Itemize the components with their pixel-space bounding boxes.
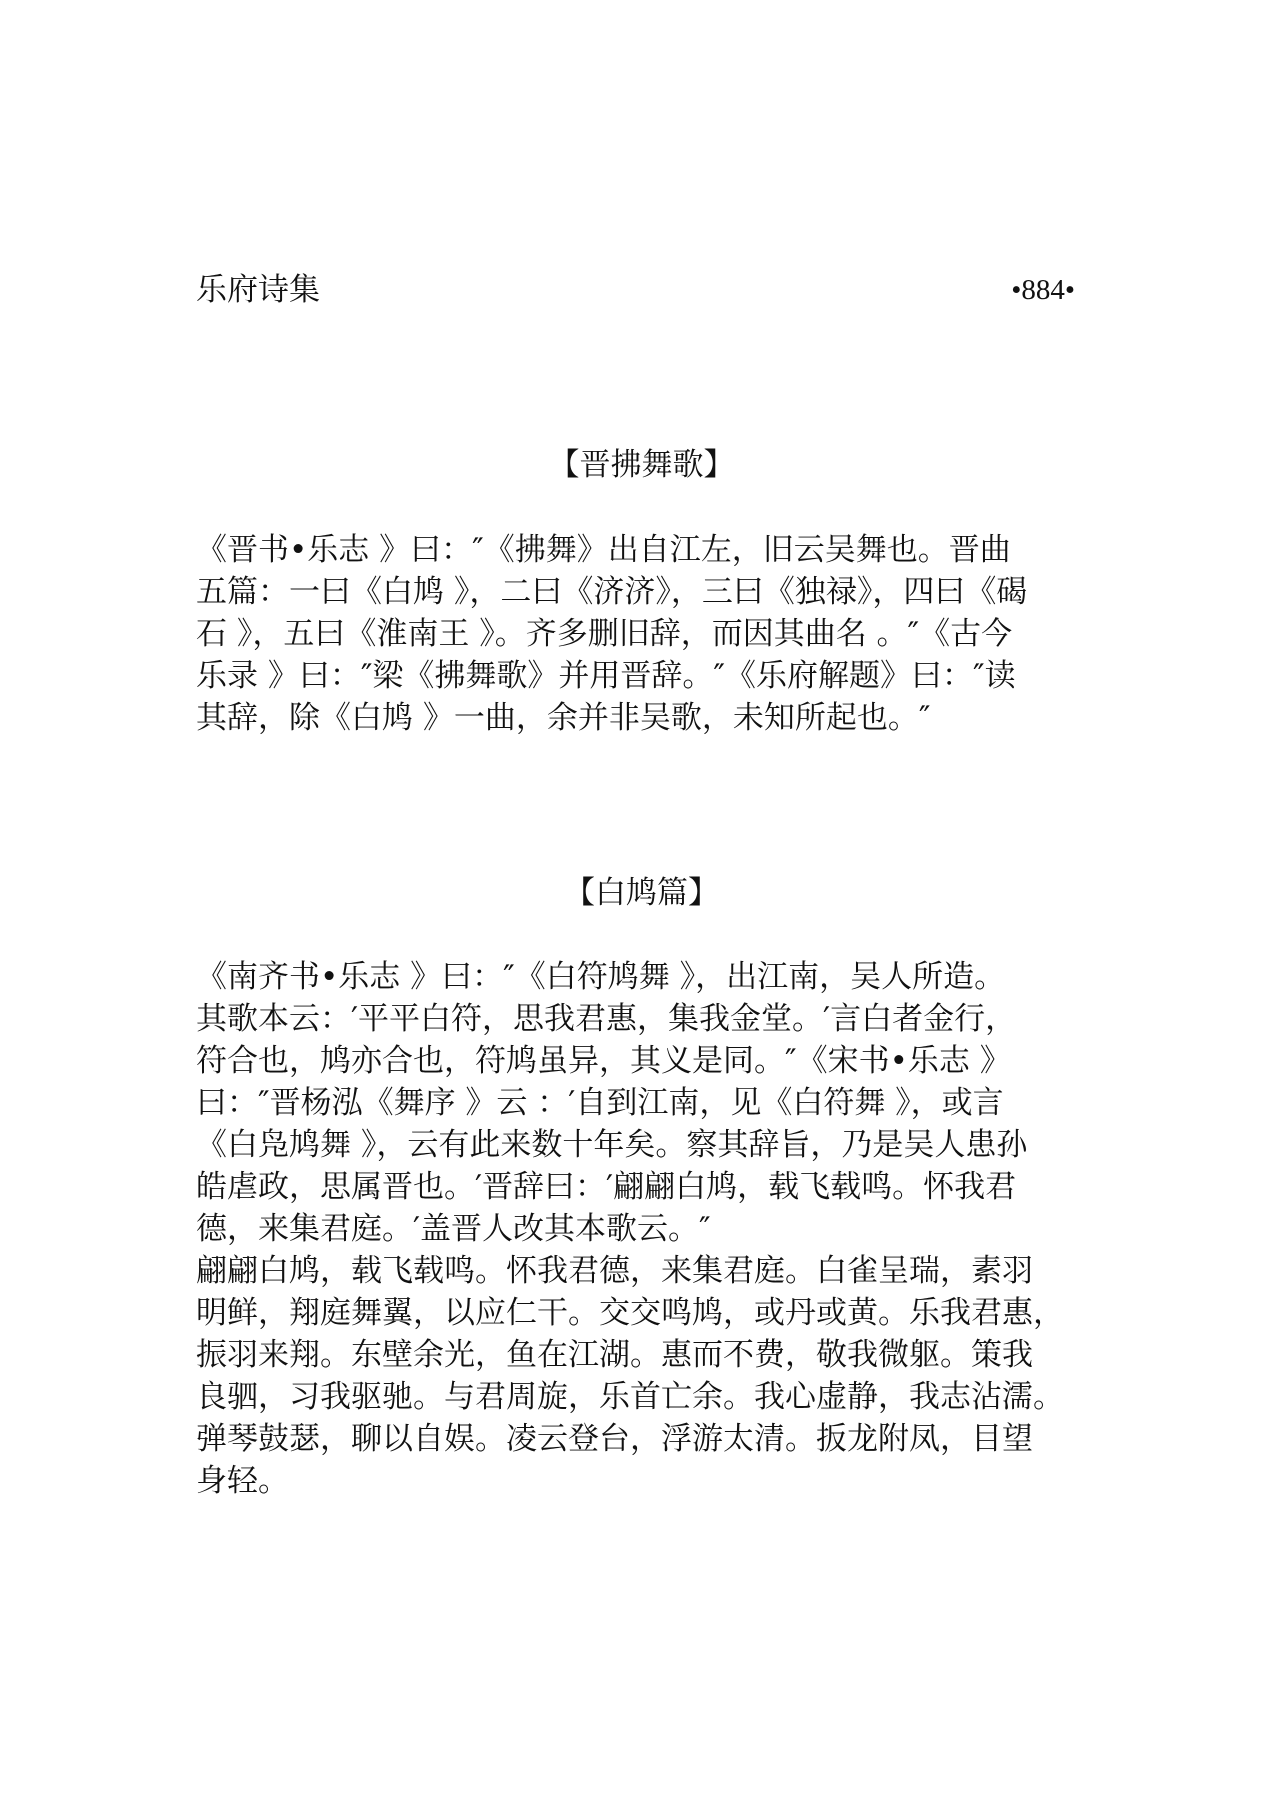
text-line: 其歌本云：′平平白符，思我君惠，集我金堂。′言白者金行， <box>196 1001 1017 1037</box>
text-line: 弹琴鼓瑟，聊以自娱。凌云登台，浮游太清。扳龙附凤，目望 <box>196 1421 1033 1457</box>
text-line: 明鲜，翔庭舞翼，以应仁干。交交鸣鸠，或丹或黄。乐我君惠， <box>196 1295 1064 1331</box>
section-heading-jin-fu-wu-ge: 【晋拂舞歌】 <box>548 447 735 483</box>
text-line: 《南齐书•乐志 》曰：″《白符鸠舞 》，出江南，吴人所造。 <box>196 959 1006 995</box>
text-line: 符合也，鸠亦合也，符鸠虽异，其义是同。″《宋书•乐志 》 <box>196 1043 1011 1079</box>
text-line: 皓虐政，思属晋也。′晋辞曰：′翩翩白鸠，载飞载鸣。怀我君 <box>196 1169 1017 1205</box>
text-line: 振羽来翔。东壁余光，鱼在江湖。惠而不费，敬我微躯。策我 <box>196 1337 1033 1373</box>
book-title: 乐府诗集 <box>196 272 320 308</box>
poem-paragraph <box>196 956 1116 1502</box>
text-line: 曰：″晋杨泓《舞序 》云 ：′自到江南，见《白符舞 》，或言 <box>196 1085 1004 1121</box>
text-line: 翩翩白鸠，载飞载鸣。怀我君德，来集君庭。白雀呈瑞，素羽 <box>196 1253 1033 1289</box>
text-line: 乐录 》曰：″梁《拂舞歌》并用晋辞。″《乐府解题》曰：″读 <box>196 658 1016 694</box>
text-line: 石 》，五曰《淮南王 》。齐多删旧辞，而因其曲名 。″《古今 <box>196 616 1013 652</box>
text-line: 五篇：一曰《白鸠 》，二曰《济济》，三曰《独禄》，四曰《碣 <box>196 574 1028 610</box>
text-line: 良驷，习我驱驰。与君周旋，乐首亡余。我心虚静，我志沾濡。 <box>196 1379 1064 1415</box>
text-line: 其辞，除《白鸠 》一曲，余并非吴歌，未知所起也。″ <box>196 700 931 736</box>
text-line: 《白凫鸠舞 》，云有此来数十年矣。察其辞旨，乃是吴人患孙 <box>196 1127 1028 1163</box>
text-line: 身轻。 <box>196 1463 289 1499</box>
page-number: •884• <box>1011 274 1075 306</box>
intro-paragraph <box>196 529 1116 739</box>
text-line: 德，来集君庭。′盖晋人改其本歌云。″ <box>196 1211 711 1247</box>
section-heading-bai-jiu-pian: 【白鸠篇】 <box>564 875 719 911</box>
text-line: 《晋书•乐志 》曰：″《拂舞》出自江左，旧云吴舞也。晋曲 <box>196 532 1011 568</box>
